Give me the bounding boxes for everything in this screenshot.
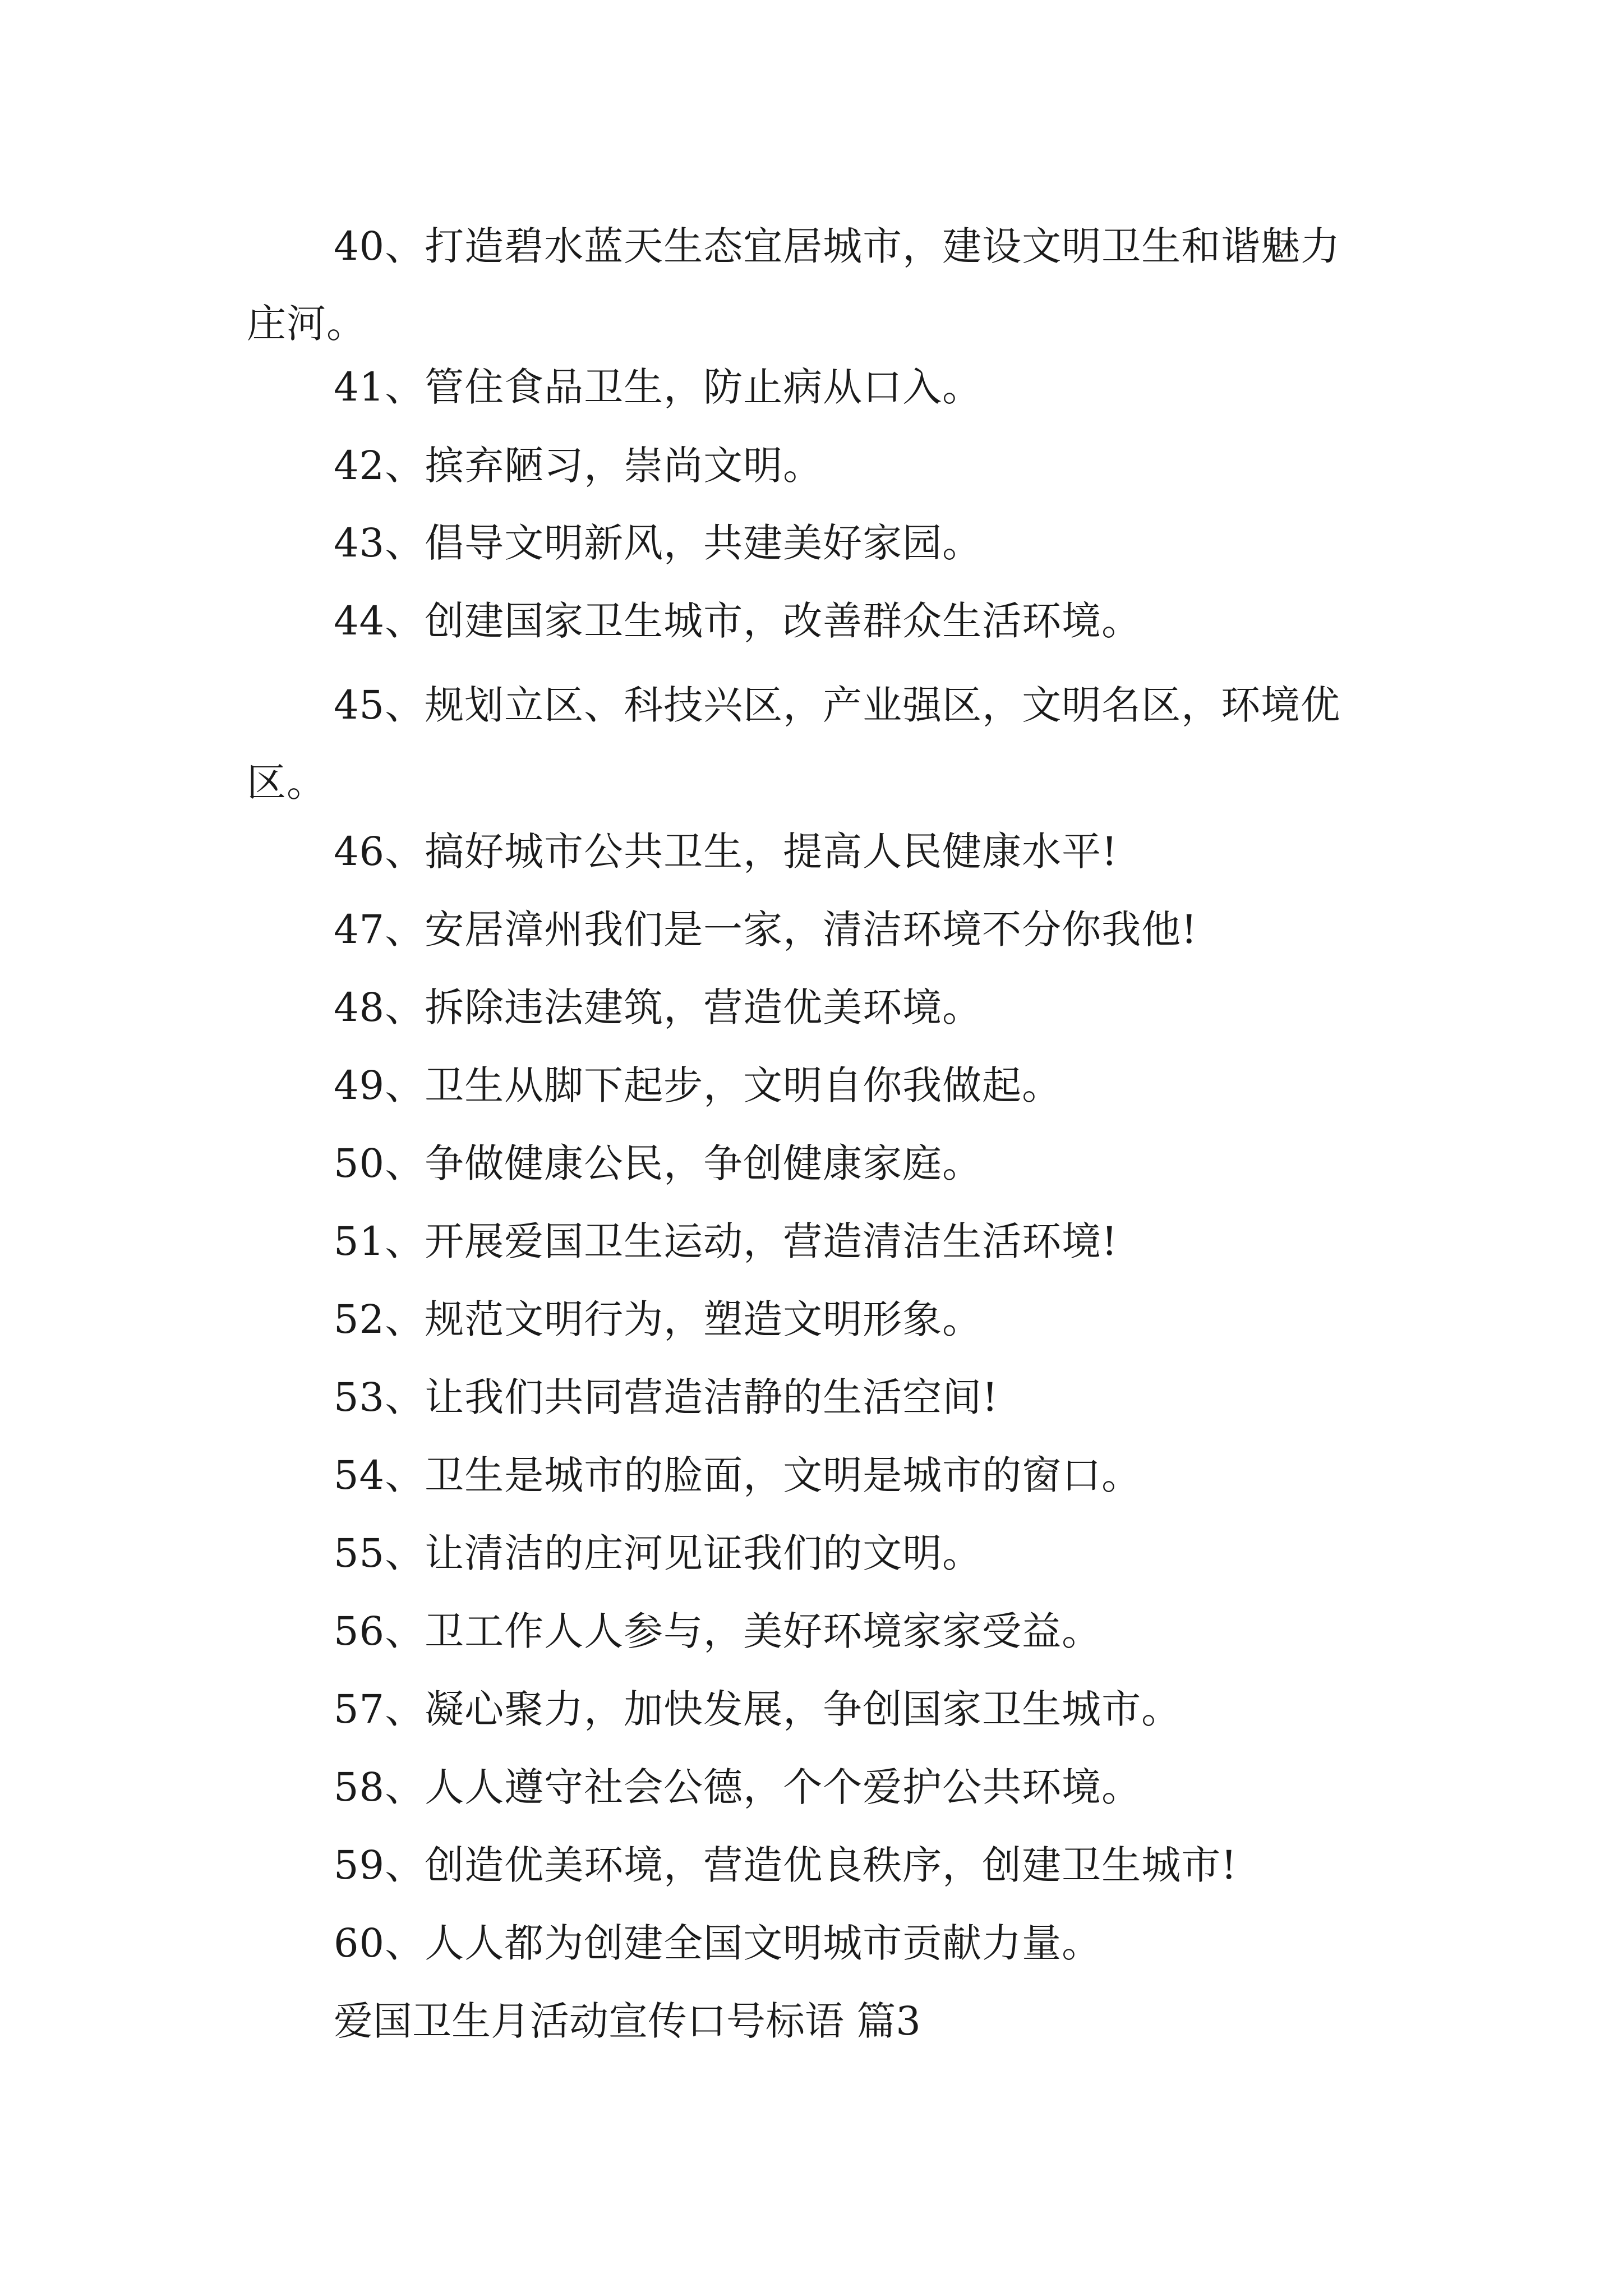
slogan-item-55: 55、让清洁的庄河见证我们的文明。 bbox=[334, 1530, 983, 1576]
slogan-item-47: 47、安居漳州我们是一家，清洁环境不分你我他! bbox=[334, 907, 1198, 953]
slogan-item-43: 43、倡导文明新风，共建美好家园。 bbox=[334, 520, 983, 566]
slogan-item-58: 58、人人遵守社会公德，个个爱护公共环境。 bbox=[334, 1764, 1142, 1810]
slogan-item-54: 54、卫生是城市的脸面，文明是城市的窗口。 bbox=[334, 1452, 1142, 1498]
slogan-item-59: 59、创造优美环境，营造优良秩序，创建卫生城市! bbox=[334, 1842, 1238, 1888]
slogan-item-50: 50、争做健康公民，争创健康家庭。 bbox=[334, 1140, 983, 1186]
slogan-item-51: 51、开展爱国卫生运动，营造清洁生活环境! bbox=[334, 1218, 1118, 1264]
slogan-item-49: 49、卫生从脚下起步，文明自你我做起。 bbox=[334, 1062, 1062, 1108]
slogan-item-48: 48、拆除违法建筑，营造优美环境。 bbox=[334, 984, 983, 1030]
slogan-item-56: 56、卫工作人人参与，美好环境家家受益。 bbox=[334, 1608, 1102, 1654]
slogan-item-45: 45、规划立区、科技兴区，产业强区，文明名区，环境优区。 bbox=[247, 682, 1341, 806]
slogan-item-53: 53、让我们共同营造洁静的生活空间! bbox=[334, 1374, 999, 1420]
slogan-item-52: 52、规范文明行为，塑造文明形象。 bbox=[334, 1296, 983, 1342]
section-heading: 爱国卫生月活动宣传口号标语 篇3 bbox=[334, 1998, 921, 2044]
slogan-item-40: 40、打造碧水蓝天生态宜居城市，建设文明卫生和谐魅力庄河。 bbox=[247, 223, 1341, 347]
slogan-item-46: 46、搞好城市公共卫生，提高人民健康水平! bbox=[334, 829, 1118, 875]
slogan-item-41: 41、管住食品卫生，防止病从口入。 bbox=[334, 364, 983, 410]
slogan-item-42: 42、摈弃陋习，崇尚文明。 bbox=[334, 443, 823, 489]
slogan-item-60: 60、人人都为创建全国文明城市贡献力量。 bbox=[334, 1920, 1102, 1966]
slogan-item-57: 57、凝心聚力，加快发展，争创国家卫生城市。 bbox=[334, 1686, 1182, 1732]
slogan-item-44: 44、创建国家卫生城市，改善群众生活环境。 bbox=[334, 598, 1142, 644]
